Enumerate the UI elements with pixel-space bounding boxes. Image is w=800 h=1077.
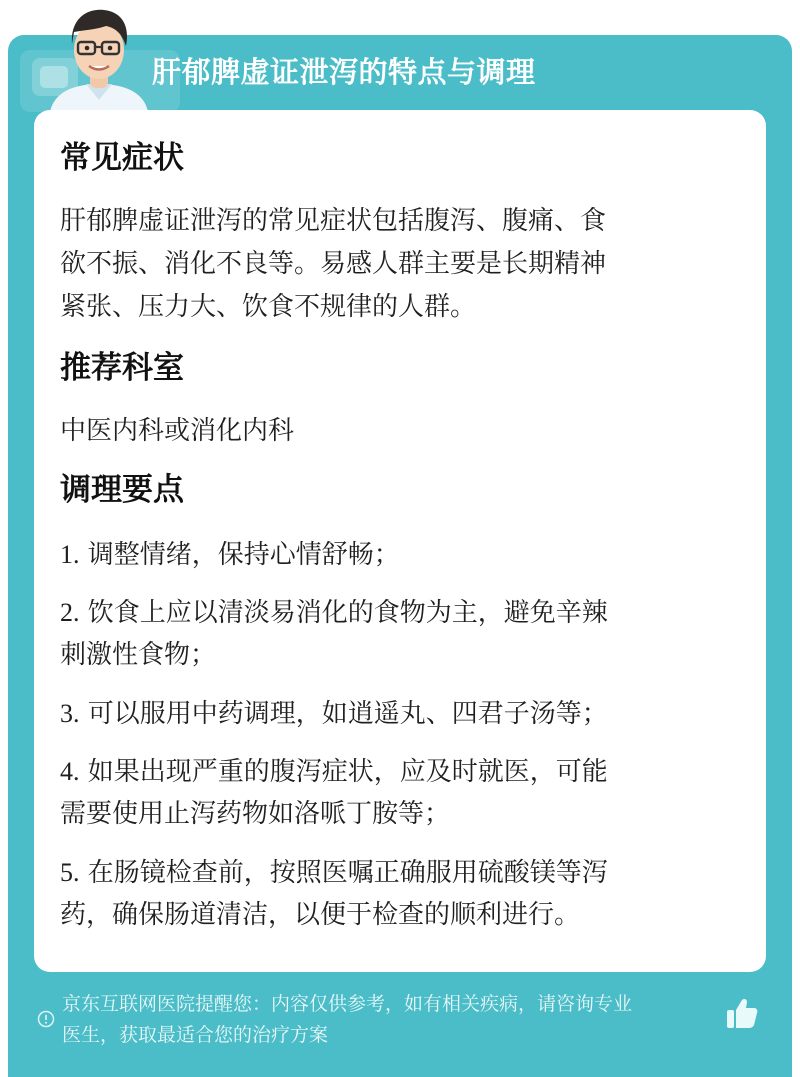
info-circle-icon	[37, 1010, 55, 1028]
care-item-number: 2.	[60, 598, 80, 627]
disclaimer	[62, 989, 726, 1051]
care-item-4	[60, 750, 740, 794]
care-item-3	[60, 692, 740, 736]
thumbs-up-icon[interactable]	[724, 996, 760, 1032]
care-item-text: 如果出现严重的腹泻症状，应及时就医，可能	[87, 757, 608, 787]
care-item-number: 4.	[60, 757, 80, 786]
care-item-2-cont: 刺激性食物；	[60, 640, 217, 670]
care-item-1	[60, 533, 740, 577]
care-item-text: 在肠镜检查前，按照医嘱正确服用硫酸镁等泻	[87, 858, 608, 888]
care-item-5-cont: 药，确保肠道清洁，以便于检查的顺利进行。	[60, 900, 581, 930]
disclaimer-line-1: 京东互联网医院提醒您：内容仅供参考，如有相关疾病，请咨询专业	[62, 993, 633, 1015]
symptoms-line-2: 欲不振、消化不良等。易感人群主要是长期精神	[60, 249, 607, 279]
care-item-text: 调整情绪，保持心情舒畅；	[87, 540, 400, 570]
doctor-avatar	[44, 0, 154, 112]
disclaimer-line-2: 医生，获取最适合您的治疗方案	[62, 1024, 329, 1046]
care-item-5	[60, 851, 740, 895]
care-item-text: 可以服用中药调理，如逍遥丸、四君子汤等；	[87, 699, 608, 729]
department-heading: 推荐科室	[60, 350, 184, 386]
care-heading: 调理要点	[60, 472, 184, 508]
care-item-text: 饮食上应以清淡易消化的食物为主，避免辛辣	[87, 598, 608, 628]
care-item-2	[60, 591, 740, 635]
symptoms-line-3: 紧张、压力大、饮食不规律的人群。	[60, 292, 477, 322]
care-item-number: 5.	[60, 858, 80, 887]
care-item-4-cont: 需要使用止泻药物如洛哌丁胺等；	[60, 799, 451, 829]
symptoms-line-1: 肝郁脾虚证泄泻的常见症状包括腹泻、腹痛、食	[60, 206, 607, 236]
care-item-number: 3.	[60, 699, 80, 728]
symptoms-heading: 常见症状	[60, 140, 184, 176]
page-title: 肝郁脾虚证泄泻的特点与调理	[152, 55, 536, 89]
care-item-number: 1.	[60, 540, 80, 569]
department-text: 中医内科或消化内科	[60, 416, 295, 446]
